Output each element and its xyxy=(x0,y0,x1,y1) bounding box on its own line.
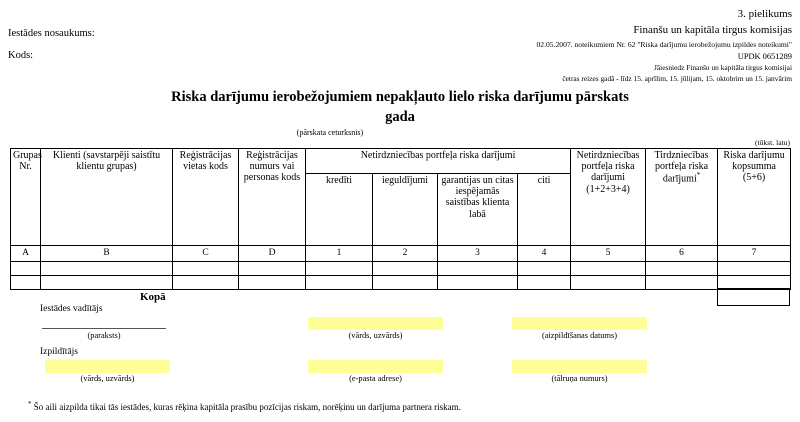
column-code-7: 7 xyxy=(718,246,791,262)
header-group-no xyxy=(11,149,41,246)
column-code-2: 2 xyxy=(373,246,438,262)
header-trading-portfolio xyxy=(646,149,718,246)
cell-investments[interactable] xyxy=(373,262,438,276)
column-code-1: 1 xyxy=(306,246,373,262)
head-name-field[interactable] xyxy=(308,317,443,330)
head-of-institution-label: Iestādes vadītājs xyxy=(40,304,103,314)
cell-other[interactable] xyxy=(518,262,571,276)
submission-frequency: četras reizes gadā - līdz 15. aprīlim, 15. jūlijam, 15. oktobrim un 15. janvārim xyxy=(562,74,792,83)
cell-trading[interactable] xyxy=(646,262,718,276)
column-code-a: A xyxy=(11,246,41,262)
units-note: (tūkst. latu) xyxy=(754,138,790,147)
header-registration-place-code: Reģistrācijas vietas kods xyxy=(173,149,239,246)
header-group-no-line1: Grupas xyxy=(13,150,42,161)
executor-phone-field[interactable] xyxy=(512,360,647,373)
header-non-trading-portfolio-group: Netirdzniecības portfeļa riska darījumi xyxy=(306,149,571,174)
header-other: citi xyxy=(518,174,571,246)
column-code-5: 5 xyxy=(571,246,646,262)
column-code-c: C xyxy=(173,246,239,262)
signature-line[interactable] xyxy=(42,328,166,329)
table-row[interactable] xyxy=(11,262,791,276)
cell-total-sum[interactable] xyxy=(718,262,791,276)
header-non-trading-total xyxy=(571,149,646,246)
footnote-text: Šo aili aizpilda tikai tās iestādes, kuras rēķina kapitāla prasību pozīcijas riskam, norēķinu un darījuma partnera riskam. xyxy=(33,402,461,412)
signature-caption: (paraksts) xyxy=(87,331,121,340)
code-label: Kods: xyxy=(8,50,34,61)
executor-phone-caption: (tālruņa numurs) xyxy=(551,374,608,383)
footnote-marker-icon: * xyxy=(696,171,701,180)
header-registration-number: Reģistrācijas numurs vai personas kods xyxy=(239,149,306,246)
executor-name-caption: (vārds, uzvārds) xyxy=(80,374,135,383)
header-total-sum-line3: (5+6) xyxy=(742,172,766,184)
cell-reg-number[interactable] xyxy=(239,262,306,276)
totals-value-cell[interactable] xyxy=(717,288,790,306)
header-non-trading-total-line2: portfeļa riska xyxy=(581,161,635,173)
header-non-trading-total-line4: (1+2+3+4) xyxy=(586,183,630,195)
cell-group-no[interactable] xyxy=(11,262,41,276)
header-clients: Klienti (savstarpēji saistītu klientu grupas) xyxy=(41,149,173,246)
totals-label: Kopā xyxy=(140,291,166,303)
fill-date-field[interactable] xyxy=(512,317,647,330)
upd-code: UPDK 0651289 xyxy=(737,52,792,61)
cell-guarantees[interactable] xyxy=(438,262,518,276)
header-trading-line3: darījumi xyxy=(662,173,697,185)
header-guarantees: garantijas un citas iespējamās saistības klienta labā xyxy=(438,174,518,246)
column-code-b: B xyxy=(41,246,173,262)
footnote-mark: * xyxy=(28,400,32,408)
header-investments: ieguldījumi xyxy=(373,174,438,246)
executor-email-field[interactable] xyxy=(308,360,443,373)
quarter-caption: (pārskata ceturksnis) xyxy=(296,128,364,137)
header-trading-line2: portfeļa riska xyxy=(655,161,709,173)
regulation-reference: 02.05.2007. noteikumiem Nr. 62 "Riska darījumu ierobežojumu izpildes noteikumi" xyxy=(536,40,792,49)
header-non-trading-total-line3: darījumi xyxy=(591,172,625,184)
header-total-sum-line1: Riska darījumu xyxy=(723,150,785,161)
header-trading-line1: Tirdzniecības xyxy=(654,150,709,161)
table-column-code-row xyxy=(11,246,791,262)
annex-number: 3. pielikums xyxy=(737,8,792,20)
table-header-row-top xyxy=(11,149,791,174)
executor-label: Izpildītājs xyxy=(40,347,78,357)
executor-name-field[interactable] xyxy=(45,360,170,373)
cell-reg-place[interactable] xyxy=(173,262,239,276)
cell-credits[interactable] xyxy=(306,262,373,276)
risk-exposure-table xyxy=(10,148,791,290)
column-code-4: 4 xyxy=(518,246,571,262)
fill-date-caption: (aizpildīšanas datums) xyxy=(541,331,618,340)
submission-recipient: Jāiesniedz Finanšu un kapitāla tirgus komisijai xyxy=(653,63,792,72)
authority-name: Finanšu un kapitāla tirgus komisijas xyxy=(633,24,792,36)
column-code-6: 6 xyxy=(646,246,718,262)
column-code-3: 3 xyxy=(438,246,518,262)
footnote xyxy=(28,400,461,412)
header-total-sum xyxy=(718,149,791,246)
report-year-label: gada xyxy=(385,109,415,125)
page-title: Riska darījumu ierobežojumiem nepakļauto lielo riska darījumu pārskats xyxy=(171,89,629,105)
totals-row xyxy=(10,288,790,308)
institution-name-label: Iestādes nosaukums: xyxy=(8,28,95,39)
header-group-no-line2: Nr. xyxy=(19,161,32,173)
header-total-sum-line2: kopsumma xyxy=(732,161,776,173)
header-non-trading-total-line1: Netirdzniecības xyxy=(576,150,640,161)
column-code-d: D xyxy=(239,246,306,262)
cell-non-trading-total[interactable] xyxy=(571,262,646,276)
executor-email-caption: (e-pasta adrese) xyxy=(349,374,402,383)
head-name-caption: (vārds, uzvārds) xyxy=(348,331,403,340)
cell-clients[interactable] xyxy=(41,262,173,276)
header-credits: kredīti xyxy=(306,174,373,246)
